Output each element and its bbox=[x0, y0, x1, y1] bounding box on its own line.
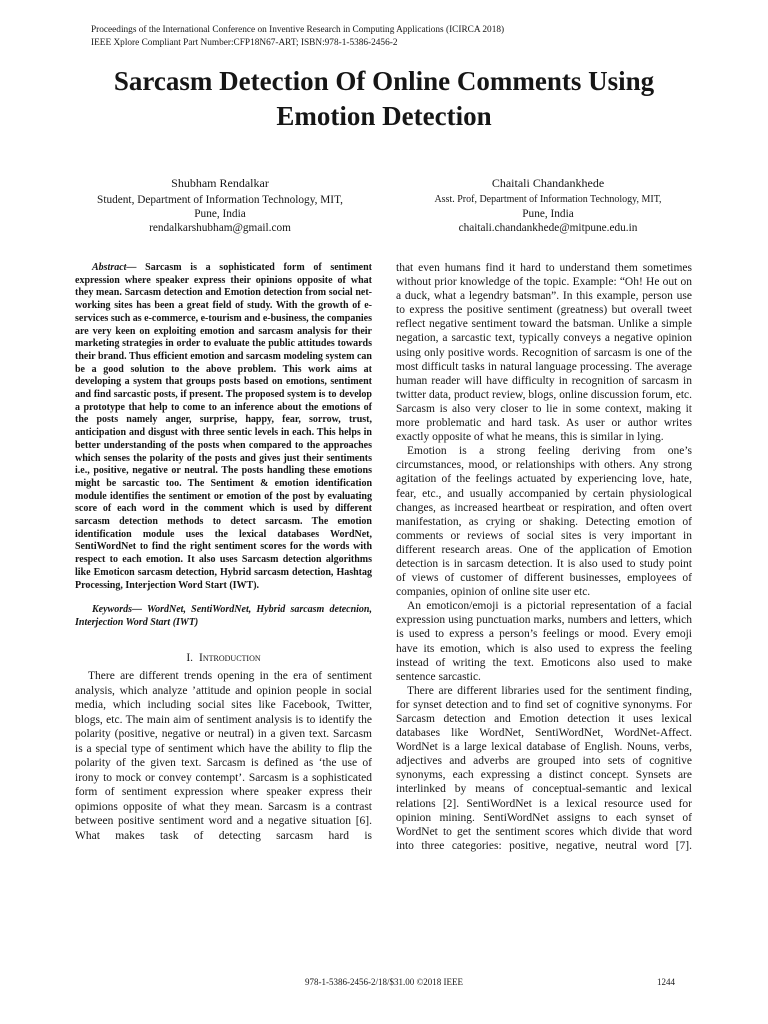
author-affiliation: Student, Department of Information Technology, MIT, bbox=[97, 194, 343, 206]
copyright-notice: 978-1-5386-2456-2/18/$31.00 ©2018 IEEE bbox=[304, 977, 464, 987]
author-block-1 bbox=[65, 175, 375, 235]
author-affiliation: Asst. Prof, Department of Information Technology, MIT, bbox=[434, 194, 662, 205]
abstract bbox=[75, 262, 372, 592]
body-paragraph: Emotion is a strong feeling deriving from one’s circumstances, mood, or relationships with others. Any strong agitation of the feelings actuated by experiencing love, hate, fear, etc., and usually accompanied by certain physiological changes, as increased heartbeat or respiration, and often overt manifestation, as crying or shaking. Detecting emotion of comments or reviews of social sites is very important in different research areas. One of the application of Emotion detection is in sarcasm detection. It is also used to study point of views of customer of different businesses, employees of companies, opinion of online site user etc. bbox=[396, 445, 692, 599]
body-paragraph: There are different libraries used for the sentiment finding, for synset detection and to find set of cognitive synonyms. For Sarcasm detection and Emotion detection it uses lexical databases like WordNet, SentiWordNet, WordNet-Affect. WordNet is a large lexical database of English. Nouns, verbs, adjectives and adverbs are grouped into sets of cognitive synonyms, each expressing a distinct concept. Synsets are interlinked by means of conceptual-semantic and lexical relations [2]. SentiWordNet is a lexical resource used for opinion mining. SentiWordNet assigns to each synset of WordNet to get the sentiment scores which divide that word into three categories: positive, negative, neutral word [7]. bbox=[396, 684, 692, 852]
section-number: I. bbox=[186, 652, 194, 665]
author-name: Chaitali Chandankhede bbox=[491, 176, 605, 190]
section-title: Introduction bbox=[199, 652, 261, 665]
body-paragraph: There are different trends opening in the era of sentiment analysis, which analyze ’attitude and opinion people in social media, which including social sites like Facebook, Twitter, blogs, etc. The main aim of sentiment analysis is to identify the polarity (positive, negative or neutral) in a given text. Sarcasm is a special type of sentiment which have the ability to flip the polarity of the given text. Sarcasm is defined as ‘the use of irony to mock or convey contempt’. Sarcasm is a sophisticated form of sentiment expression where speaker express their opimions opposite of what they mean. Sarcasm is a contrast between positive sentiment word and a negative situation [6]. What makes task of detecting sarcasm hard is bbox=[75, 670, 372, 842]
running-header bbox=[91, 24, 691, 49]
author-location: Pune, India bbox=[194, 208, 246, 220]
paper-title bbox=[0, 64, 768, 134]
page-number: 1244 bbox=[657, 977, 675, 987]
body-paragraph: that even humans find it hard to understand them sometimes without prior knowledge of the topic. Example: “Oh! He out on a duck, what a legendry batsman”. In this example, person use to express the positive sentiment (greatness) but overall tweet reflect negative sentiment toward the batsman. Unlike a simple negation, a sarcastic text, typically conveys a negative opinion using only positive words. Recognition of sarcasm is one of the most difficult tasks in natural language processing. The average human reader will have difficulty in recognition of sarcasm in twitter data, product review, blogs, online discussion forum, etc. Sarcasm is also very closer to lie in some context, making it more problematic and hard task. As user or author writes exactly opposite of what he means, this is similar in lying. bbox=[396, 262, 692, 444]
body-paragraph: An emoticon/emoji is a pictorial representation of a facial expression using punctuation marks, numbers and letters, which is used to express a person’s feelings or mood. Every emoji have its emotion, which is also used to express the feeling instead of writing the text. Emoticons also used to make sentence sarcastic. bbox=[396, 600, 692, 683]
author-name: Shubham Rendalkar bbox=[171, 176, 269, 190]
author-location: Pune, India bbox=[522, 208, 574, 220]
keywords-text: WordNet, SentiWordNet, Hybrid sarcasm detecnion, Interjection Word Start (IWT) bbox=[75, 604, 372, 629]
conference-proceedings-line: Proceedings of the International Conference on Inventive Research in Computing Applications (ICIRCA 2018) bbox=[91, 25, 505, 35]
paper-title-line-1: Sarcasm Detection Of Online Comments Using bbox=[113, 66, 655, 96]
left-column bbox=[75, 262, 372, 843]
keywords bbox=[75, 603, 372, 629]
paper-title-line-2: Emotion Detection bbox=[276, 101, 492, 131]
keywords-label: Keywords— bbox=[92, 604, 142, 616]
author-block-2 bbox=[393, 175, 703, 235]
abstract-label: Abstract— bbox=[92, 262, 137, 273]
right-column bbox=[396, 261, 692, 853]
author-email: chaitali.chandankhede@mitpune.edu.in bbox=[458, 222, 638, 234]
abstract-text: Sarcasm is a sophisticated form of sentiment expression where speaker express their opinions opposite of what they mean. Sarcasm detection and Emotion detection from social net- working sites has been a great field of study. With the growth of e-services such as e-commerce, e-tourism and e-business, the companies are very keen on exploiting emotion and sarcasm analysis for their marketing strategies in order to evaluate the public attitudes towards their brand. Thus efficient emotion and sarcasm modeling system can be a good solution to the above problem. This work aims at developing a system that groups posts based on emotions, sentiment and find sarcastic posts, if present. The proposed system is to develop a prototype that help to come to an inference about the emotions of the posts namely anger, surprise, happy, fear, sorrow, trust, anticipation and disgust with three sentic levels in each. This helps in better understanding of the posts when compared to the approaches which senses the polarity of the posts and gives just their sentiments i.e., positive, negative or neutral. The posts handling these emotions might be sarcastic too. The Sentiment & emotion identification module identifies the sentiment or emotion of the post by evaluating score of each word in the comment which is used by different sarcasm detection methods to detect sarcasm. The emotion identification module uses the lexical databases WordNet, SentiWordNet to find the right sentiment scores for the words with respect to each emotion. It also uses Sarcasm detection algorithms like Emoticon sarcasm detection, Hybrid sarcasm detection, Hashtag Processing, Interjection Word Start (IWT). bbox=[75, 262, 372, 591]
section-heading-introduction bbox=[75, 651, 372, 665]
author-email: rendalkarshubham@gmail.com bbox=[149, 222, 291, 234]
ieee-part-number-line: IEEE Xplore Compliant Part Number:CFP18N67-ART; ISBN:978-1-5386-2456-2 bbox=[91, 37, 398, 48]
